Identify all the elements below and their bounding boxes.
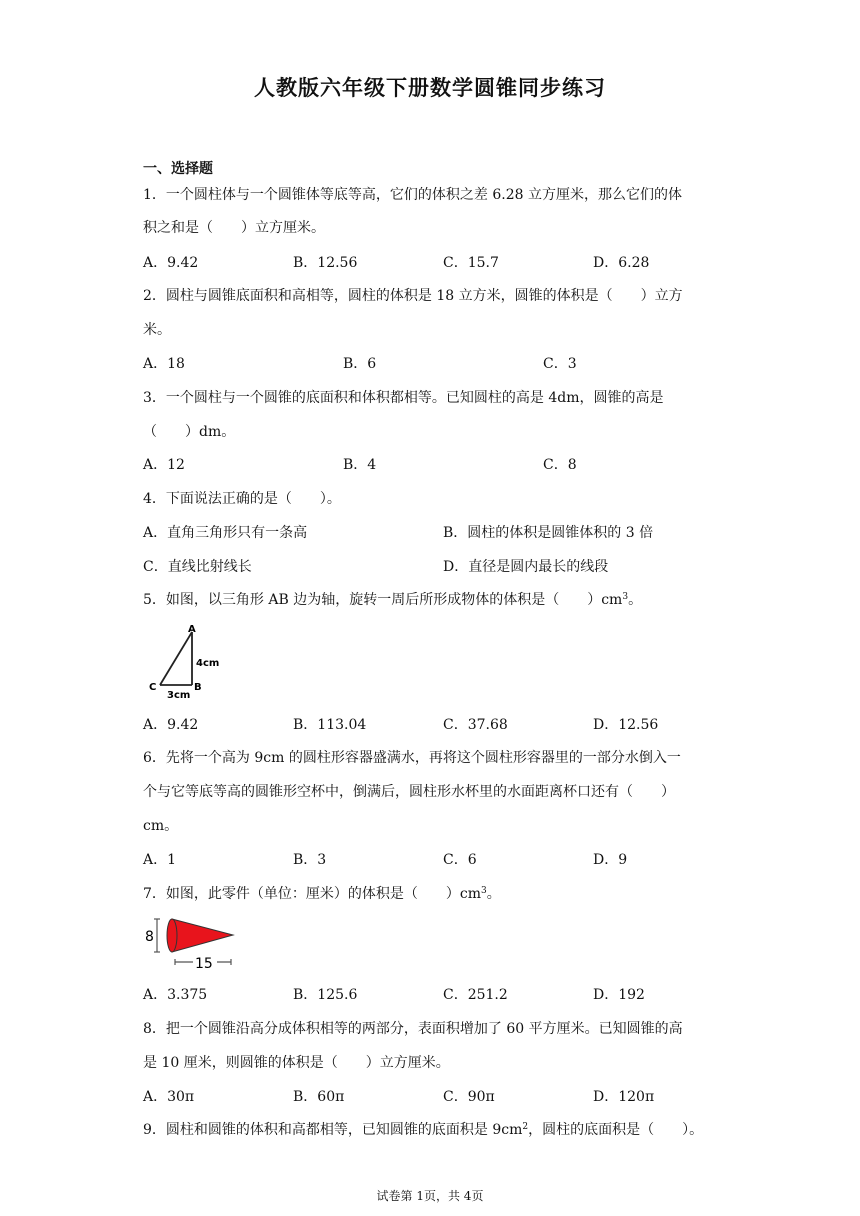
question-1-line-1: 1．一个圆柱体与一个圆锥体等底等高，它们的体积之差 6.28 立方厘米，那么它们的体 bbox=[143, 187, 682, 203]
question-4-option-d: D．直径是圆内最长的线段 bbox=[443, 559, 609, 575]
question-8-option-c: C．90π bbox=[443, 1089, 495, 1105]
question-5-option-a: A．9.42 bbox=[143, 717, 199, 733]
triangle-side-ca bbox=[160, 632, 192, 685]
vertex-label-a: A bbox=[188, 624, 196, 635]
question-5-option-c: C．37.68 bbox=[443, 717, 508, 733]
question-6-option-a: A．1 bbox=[143, 852, 177, 868]
vertex-label-c: C bbox=[149, 682, 157, 693]
question-7-period: 。 bbox=[486, 886, 501, 902]
question-2-option-c: C．3 bbox=[543, 356, 577, 372]
question-9-line-1 bbox=[143, 1121, 703, 1139]
question-3-option-c: C．8 bbox=[543, 457, 577, 473]
question-3-option-b: B．4 bbox=[343, 457, 377, 473]
question-6-line-3: cm。 bbox=[143, 818, 179, 834]
question-4-option-a: A．直角三角形只有一条高 bbox=[143, 525, 308, 541]
question-7-option-d: D．192 bbox=[593, 987, 645, 1003]
question-7-option-c: C．251.2 bbox=[443, 987, 508, 1003]
question-6-option-c: C．6 bbox=[443, 852, 477, 868]
question-4-line-1: 4．下面说法正确的是（ ）。 bbox=[143, 491, 341, 507]
question-1-option-c: C．15.7 bbox=[443, 255, 499, 271]
question-8-option-b: B．60π bbox=[293, 1089, 345, 1105]
cone-diameter-label: 8 bbox=[145, 929, 154, 945]
question-5-text: 5．如图，以三角形 AB 边为轴，旋转一周后所形成物体的体积是（ ）cm bbox=[143, 592, 623, 608]
question-8-option-a: A．30π bbox=[143, 1089, 195, 1105]
question-4-option-c: C．直线比射线长 bbox=[143, 559, 252, 575]
vertex-label-b: B bbox=[194, 682, 202, 693]
cone-body bbox=[172, 919, 233, 952]
triangle-figure bbox=[145, 622, 225, 700]
cone-figure bbox=[143, 914, 238, 970]
question-5-option-d: D．12.56 bbox=[593, 717, 659, 733]
question-1-option-a: A．9.42 bbox=[143, 255, 199, 271]
question-8-line-2: 是 10 厘米，则圆锥的体积是（ ）立方厘米。 bbox=[143, 1055, 450, 1071]
question-5-superscript: 3 bbox=[622, 592, 629, 602]
question-1-option-b: B．12.56 bbox=[293, 255, 358, 271]
question-9-tail: ，圆柱的底面积是（ ）。 bbox=[528, 1122, 704, 1138]
question-5-period: 。 bbox=[628, 592, 643, 608]
question-6-option-b: B．3 bbox=[293, 852, 327, 868]
cone-length-label: 15 bbox=[195, 956, 213, 970]
question-2-option-b: B．6 bbox=[343, 356, 377, 372]
question-3-line-2: （ ）dm。 bbox=[143, 424, 236, 440]
question-7-line-1 bbox=[143, 885, 501, 903]
question-4-option-b: B．圆柱的体积是圆锥体积的 3 倍 bbox=[443, 525, 654, 541]
question-2-option-a: A．18 bbox=[143, 356, 185, 372]
question-1-line-2: 积之和是（ ）立方厘米。 bbox=[143, 220, 325, 236]
question-3-option-a: A．12 bbox=[143, 457, 185, 473]
question-8-option-d: D．120π bbox=[593, 1089, 655, 1105]
page-title: 人教版六年级下册数学圆锥同步练习 bbox=[254, 76, 606, 100]
question-7-superscript: 3 bbox=[481, 886, 487, 896]
question-2-line-1: 2．圆柱与圆锥底面积和高相等，圆柱的体积是 18 立方米，圆锥的体积是（ ）立方 bbox=[143, 288, 683, 304]
question-2-line-2: 米。 bbox=[143, 322, 171, 338]
question-8-line-1: 8．把一个圆锥沿高分成体积相等的两部分，表面积增加了 60 平方厘米。已知圆锥的高 bbox=[143, 1021, 683, 1037]
question-9-superscript: 2 bbox=[522, 1122, 529, 1132]
question-7-text: 7．如图，此零件（单位：厘米）的体积是（ ）cm bbox=[143, 886, 482, 902]
side-ab-length: 4cm bbox=[196, 658, 220, 669]
section-heading: 一、选择题 bbox=[143, 161, 213, 177]
side-cb-length: 3cm bbox=[167, 690, 191, 700]
question-1-option-d: D．6.28 bbox=[593, 255, 650, 271]
cone-base bbox=[167, 919, 177, 952]
question-7-option-b: B．125.6 bbox=[293, 987, 358, 1003]
question-9-text: 9．圆柱和圆锥的体积和高都相等，已知圆锥的底面积是 9cm bbox=[143, 1122, 523, 1138]
question-5-line-1 bbox=[143, 591, 642, 609]
question-5-option-b: B．113.04 bbox=[293, 717, 367, 733]
question-7-option-a: A．3.375 bbox=[143, 987, 208, 1003]
page-footer: 试卷第 1页，共 4页 bbox=[376, 1189, 484, 1203]
question-6-line-1: 6．先将一个高为 9cm 的圆柱形容器盛满水，再将这个圆柱形容器里的一部分水倒入一 bbox=[143, 750, 681, 766]
question-3-line-1: 3．一个圆柱与一个圆锥的底面积和体积都相等。已知圆柱的高是 4dm，圆锥的高是 bbox=[143, 390, 664, 406]
question-6-option-d: D．9 bbox=[593, 852, 628, 868]
question-6-line-2: 个与它等底等高的圆锥形空杯中，倒满后，圆柱形水杯里的水面距离杯口还有（ ） bbox=[143, 784, 675, 800]
